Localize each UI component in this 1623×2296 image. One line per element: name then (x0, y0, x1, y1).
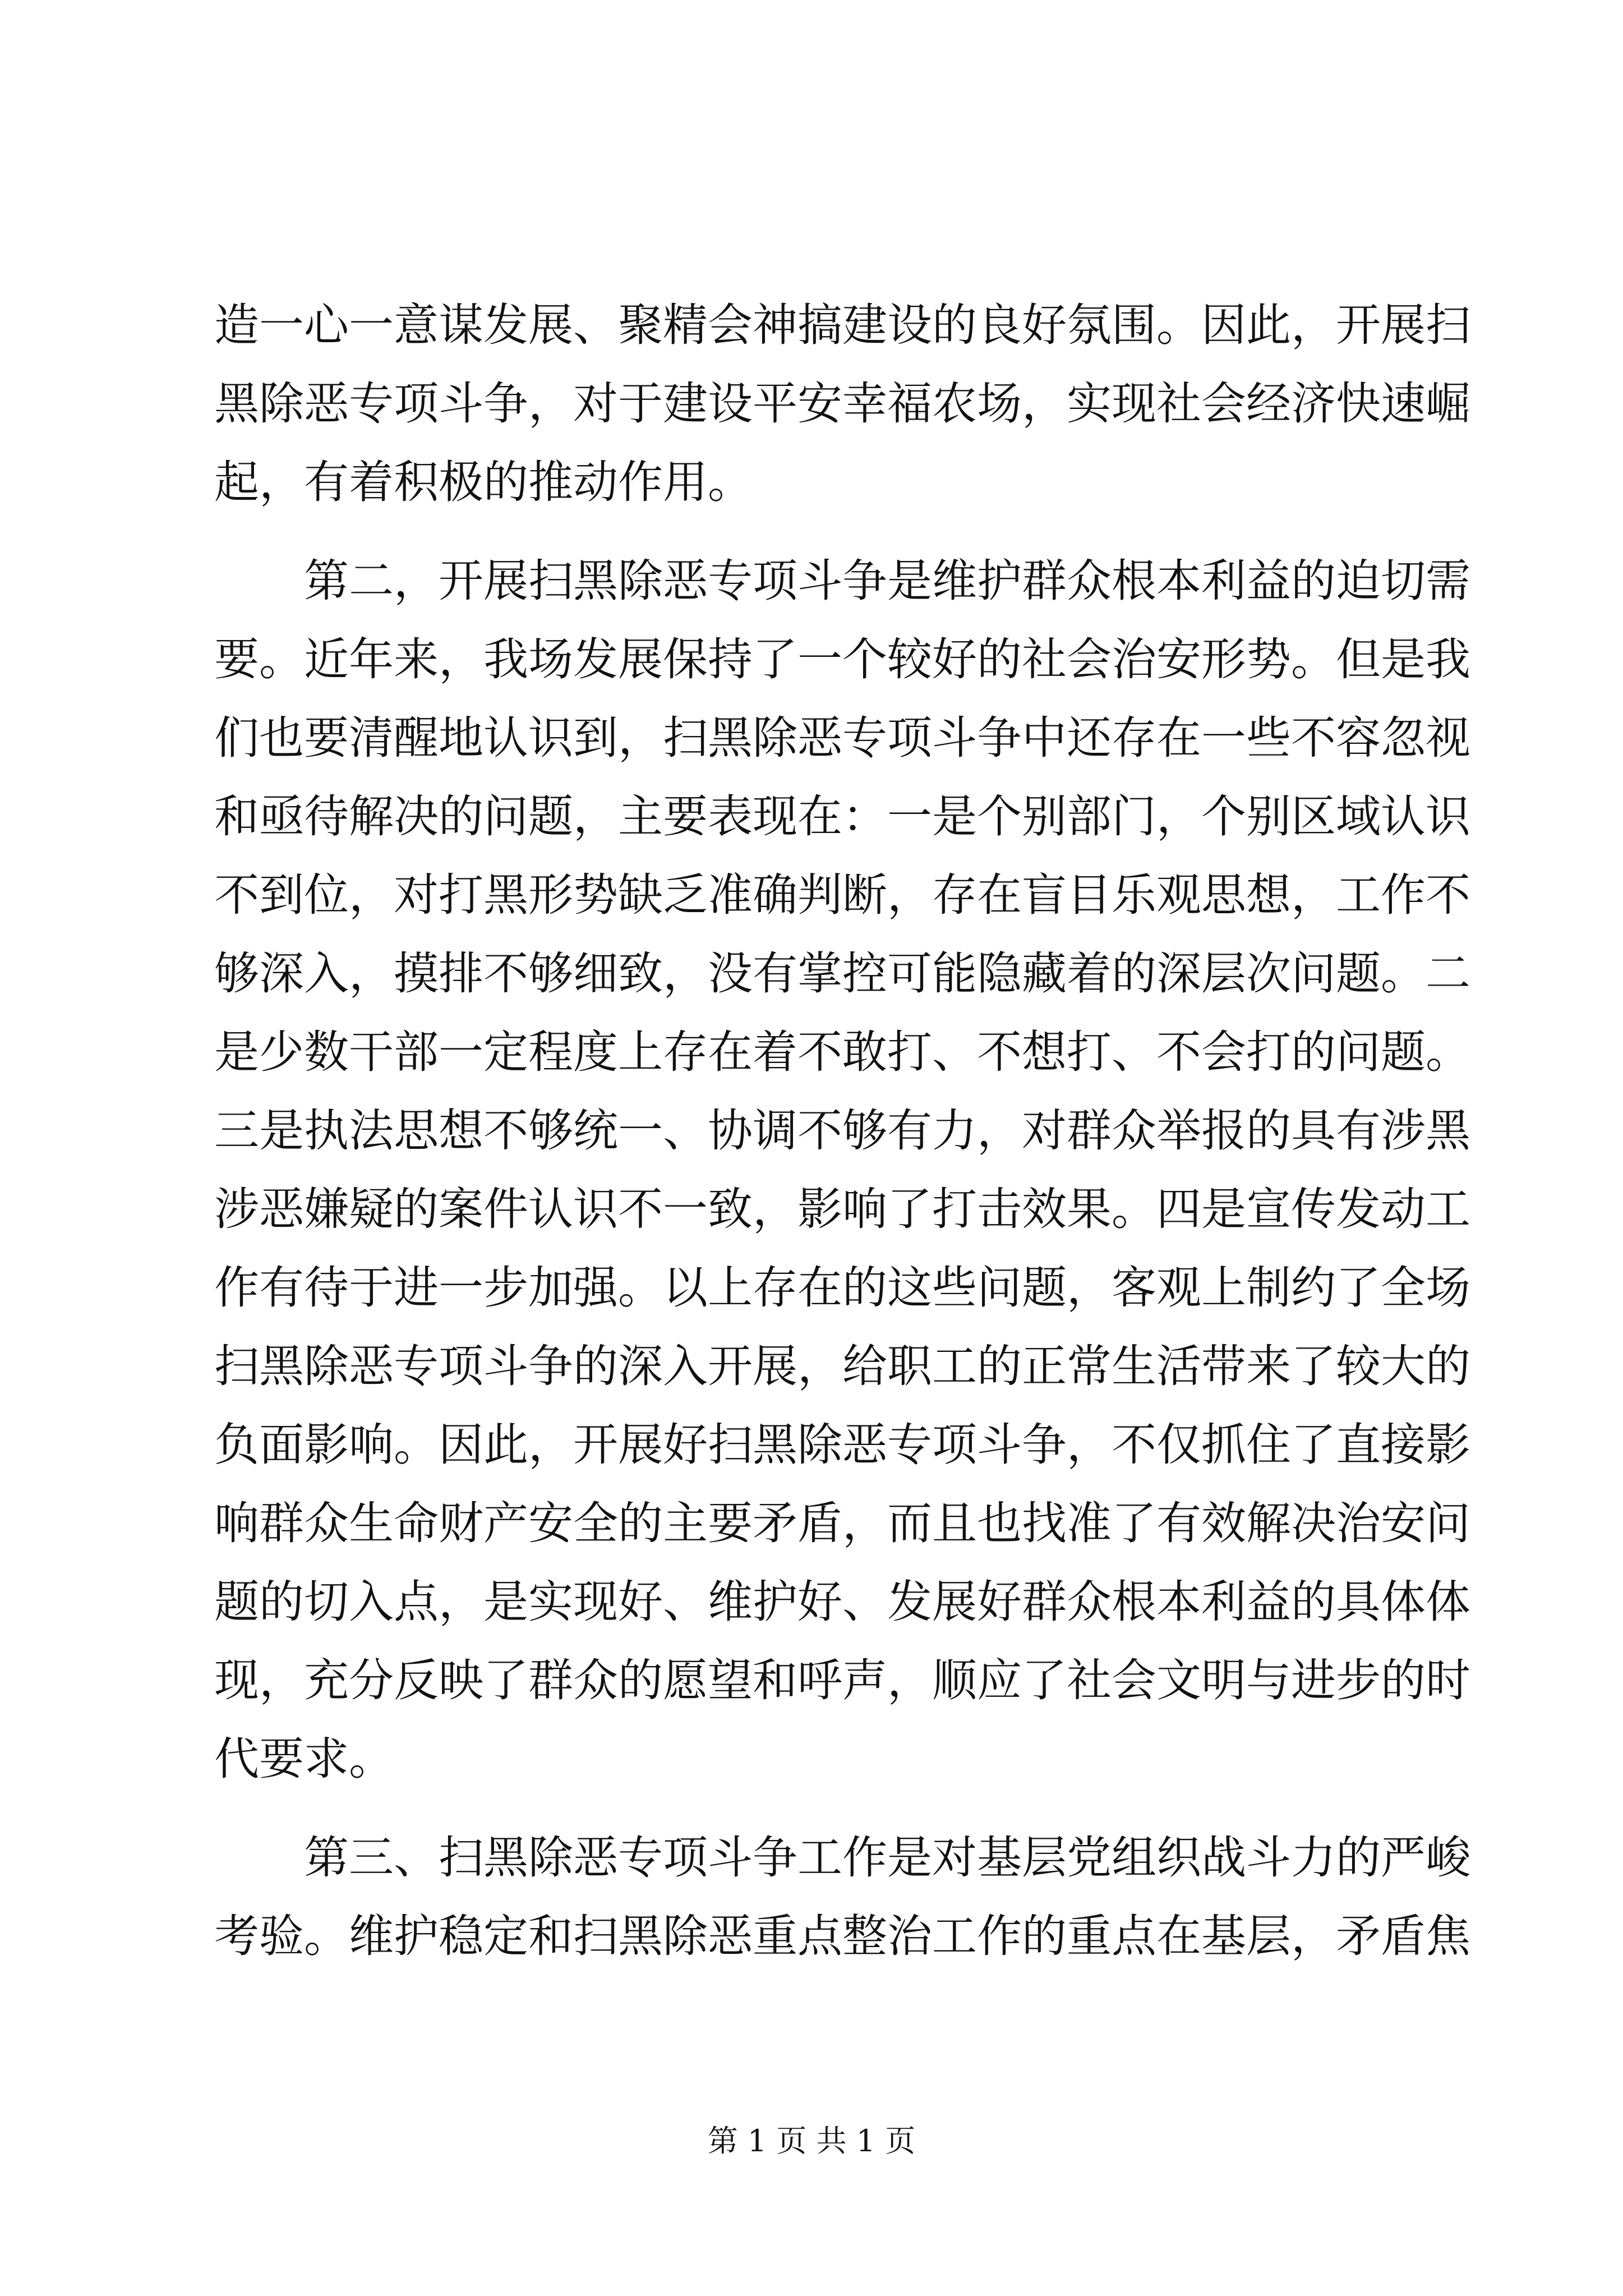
text-line: 代要求。 (214, 1733, 394, 1785)
text-line: 题的切入点，是实现好、维护好、发展好群众根本利益的具体体 (214, 1576, 1470, 1628)
text-line: 够深入，摸排不够细致，没有掌控可能隐藏着的深层次问题。二 (214, 947, 1470, 1000)
text-line: 黑除恶专项斗争，对于建设平安幸福农场，实现社会经济快速崛 (214, 378, 1470, 430)
text-line: 第二，开展扫黑除恶专项斗争是维护群众根本利益的迫切需 (304, 555, 1470, 607)
text-line: 考验。维护稳定和扫黑除恶重点整治工作的重点在基层，矛盾焦 (214, 1910, 1470, 1962)
text-line: 要。近年来，我场发展保持了一个较好的社会治安形势。但是我 (214, 633, 1470, 685)
document-body (214, 286, 1470, 1976)
text-line: 第三、扫黑除恶专项斗争工作是对基层党组织战斗力的严峻 (304, 1832, 1470, 1884)
text-line: 起，有着积极的推动作用。 (214, 456, 753, 508)
text-line: 们也要清醒地认识到，扫黑除恶专项斗争中还存在一些不容忽视 (214, 712, 1470, 764)
page-number-footer: 第 1 页 共 1 页 (707, 2123, 916, 2159)
text-line: 响群众生命财产安全的主要矛盾，而且也找准了有效解决治安问 (214, 1497, 1470, 1549)
text-line: 不到位，对打黑形势缺乏准确判断，存在盲目乐观思想，工作不 (214, 869, 1470, 921)
text-line: 和亟待解决的问题，主要表现在：一是个别部门，个别区域认识 (214, 790, 1470, 843)
text-line: 扫黑除恶专项斗争的深入开展，给职工的正常生活带来了较大的 (214, 1340, 1470, 1392)
text-line: 是少数干部一定程度上存在着不敢打、不想打、不会打的问题。 (214, 1026, 1470, 1078)
text-line: 负面影响。因此，开展好扫黑除恶专项斗争，不仅抓住了直接影 (214, 1419, 1470, 1471)
text-line: 作有待于进一步加强。以上存在的这些问题，客观上制约了全场 (214, 1262, 1470, 1314)
text-line: 现，充分反映了群众的愿望和呼声，顺应了社会文明与进步的时 (214, 1654, 1470, 1706)
text-line: 造一心一意谋发展、聚精会神搞建设的良好氛围。因此，开展扫 (214, 299, 1470, 351)
text-line: 三是执法思想不够统一、协调不够有力，对群众举报的具有涉黑 (214, 1105, 1470, 1157)
text-line: 涉恶嫌疑的案件认识不一致，影响了打击效果。四是宣传发动工 (214, 1183, 1470, 1235)
